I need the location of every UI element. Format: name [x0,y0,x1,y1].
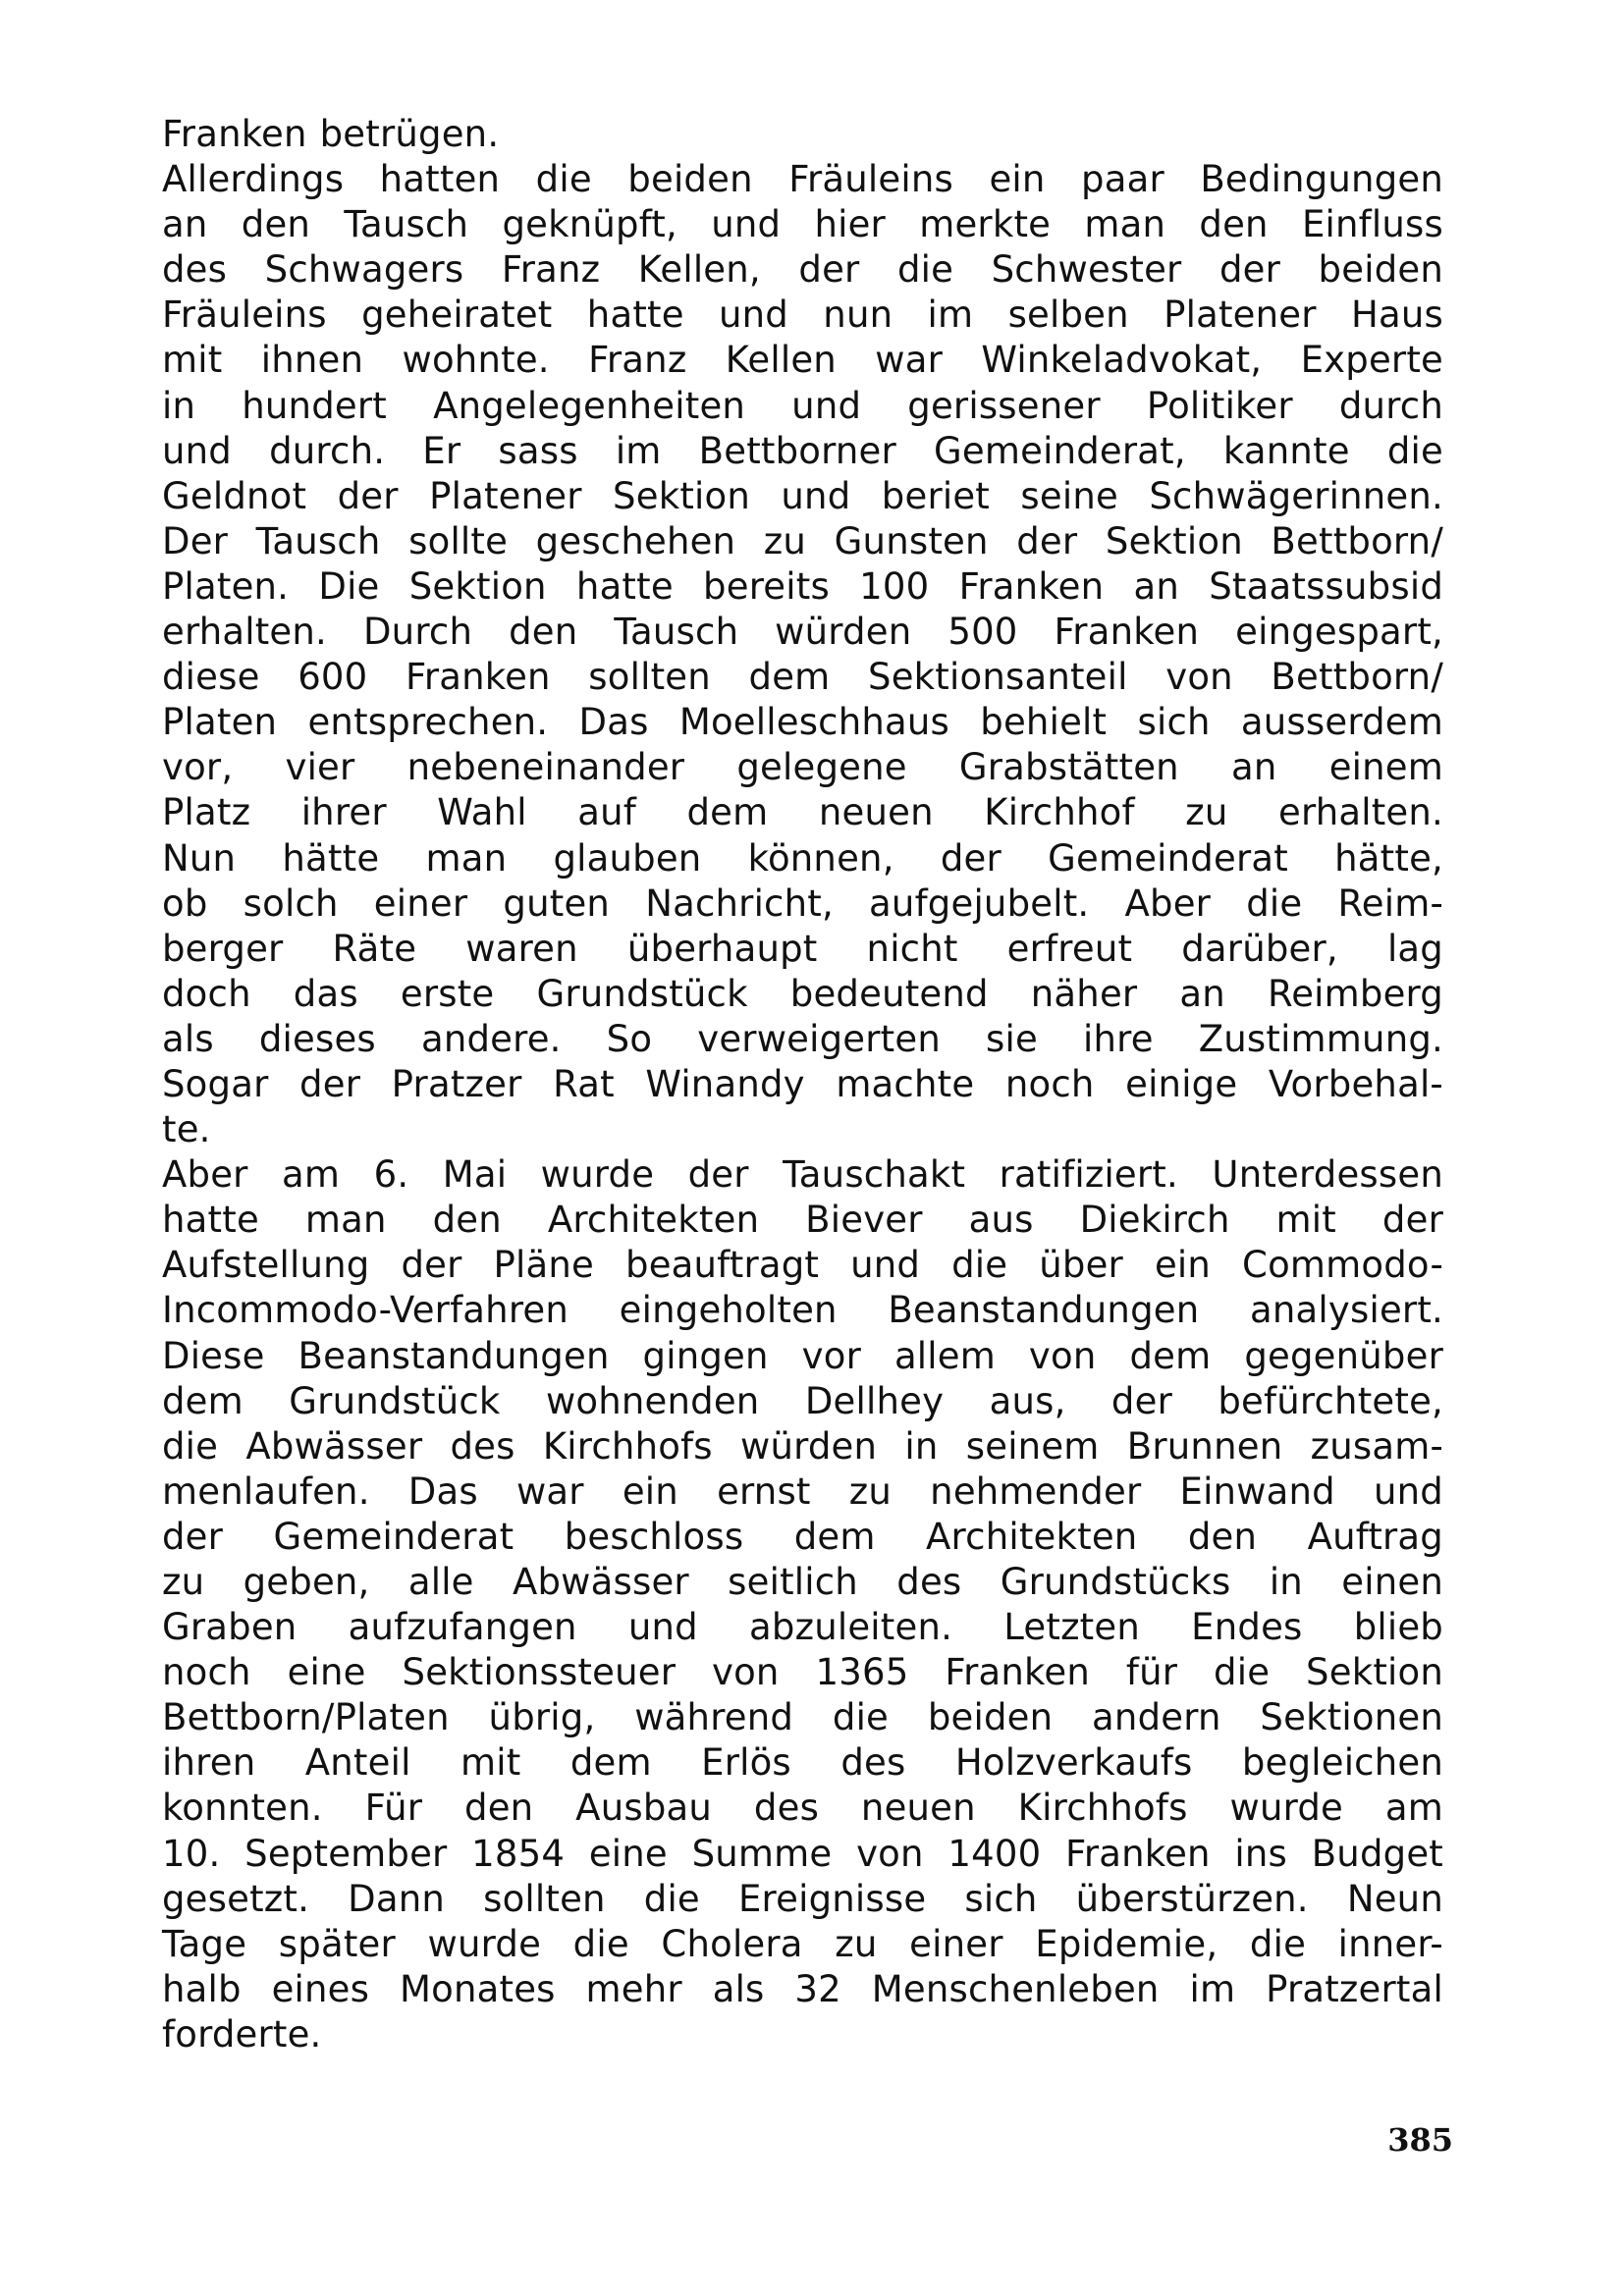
text-line: Der Tausch sollte geschehen zu Gunsten der Sektion Bettborn/ [162,519,1443,562]
text-line: erhalten. Durch den Tausch würden 500 Franken eingespart, [162,611,1443,654]
body-text [162,112,1443,2057]
text-line: konnten. Für den Ausbau des neuen Kirchhofs wurde am [162,1787,1443,1830]
text-line: te. [162,1108,211,1151]
text-line: hatte man den Architekten Biever aus Diekirch mit der [162,1199,1443,1242]
text-line: der Gemeinderat beschloss dem Architekten den Auftrag [162,1515,1443,1558]
text-line: Fräuleins geheiratet hatte und nun im selben Platener Haus [162,294,1443,337]
text-line: diese 600 Franken sollten dem Sektionsanteil von Bettborn/ [162,656,1443,699]
text-line: Geldnot der Platener Sektion und beriet seine Schwägerinnen. [162,474,1443,517]
text-line: Aber am 6. Mai wurde der Tauschakt ratifiziert. Unterdessen [162,1153,1443,1197]
text-line: mit ihnen wohnte. Franz Kellen war Winkeladvokat, Experte [162,339,1443,382]
text-line: an den Tausch geknüpft, und hier merkte man den Einfluss [162,203,1443,246]
text-line: Sogar der Pratzer Rat Winandy machte noch einige Vorbehal- [162,1062,1443,1105]
text-line: gesetzt. Dann sollten die Ereignisse sich überstürzen. Neun [162,1877,1443,1920]
text-line: zu geben, alle Abwässer seitlich des Grundstücks in einen [162,1561,1443,1603]
text-line: Franken betrügen. [162,113,500,155]
text-line: halb eines Monates mehr als 32 Menschenleben im Pratzertal [162,1967,1443,2010]
text-line: berger Räte waren überhaupt nicht erfreut darüber, lag [162,927,1443,970]
text-line: in hundert Angelegenheiten und gerissener Politiker durch [162,384,1443,427]
text-line: ihren Anteil mit dem Erlös des Holzverkaufs begleichen [162,1741,1443,1785]
text-line: Nun hätte man glauben können, der Gemeinderat hätte, [162,836,1443,880]
text-line: Tage später wurde die Cholera zu einer Epidemie, die inner- [162,1922,1443,1965]
text-line: forderte. [162,2012,322,2056]
text-line: Diese Beanstandungen gingen vor allem von dem gegenüber [162,1334,1443,1377]
text-line: Incommodo-Verfahren eingeholten Beanstandungen analysiert. [162,1289,1443,1332]
text-line: noch eine Sektionssteuer von 1365 Franken für die Sektion [162,1651,1443,1694]
text-line: Allerdings hatten die beiden Fräuleins ein paar Bedingungen [162,158,1443,201]
text-line: des Schwagers Franz Kellen, der die Schwester der beiden [162,248,1443,292]
text-line: Aufstellung der Pläne beauftragt und die über ein Commodo- [162,1244,1443,1287]
text-line: 10. September 1854 eine Summe von 1400 Franken ins Budget [162,1832,1443,1875]
text-line: die Abwässer des Kirchhofs würden in seinem Brunnen zusam- [162,1424,1443,1468]
text-line: als dieses andere. So verweigerten sie ihre Zustimmung. [162,1017,1443,1060]
text-line: vor, vier nebeneinander gelegene Grabstätten an einem [162,746,1443,789]
page-number: 385 [1387,2121,1453,2159]
text-line: Platen. Die Sektion hatte bereits 100 Franken an Staatssubsid [162,564,1443,608]
text-line: dem Grundstück wohnenden Dellhey aus, der befürchtete, [162,1379,1443,1422]
text-line: Platen entsprechen. Das Moelleschhaus behielt sich ausserdem [162,701,1443,744]
text-line: menlaufen. Das war ein ernst zu nehmender Einwand und [162,1469,1443,1513]
text-line: und durch. Er sass im Bettborner Gemeinderat, kannte die [162,429,1443,472]
text-line: doch das erste Grundstück bedeutend näher an Reimberg [162,972,1443,1015]
text-line: Bettborn/Platen übrig, während die beiden andern Sektionen [162,1696,1443,1739]
text-line: Platz ihrer Wahl auf dem neuen Kirchhof zu erhalten. [162,791,1443,834]
text-line: Graben aufzufangen und abzuleiten. Letzten Endes blieb [162,1606,1443,1649]
text-line: ob solch einer guten Nachricht, aufgejubelt. Aber die Reim- [162,881,1443,925]
